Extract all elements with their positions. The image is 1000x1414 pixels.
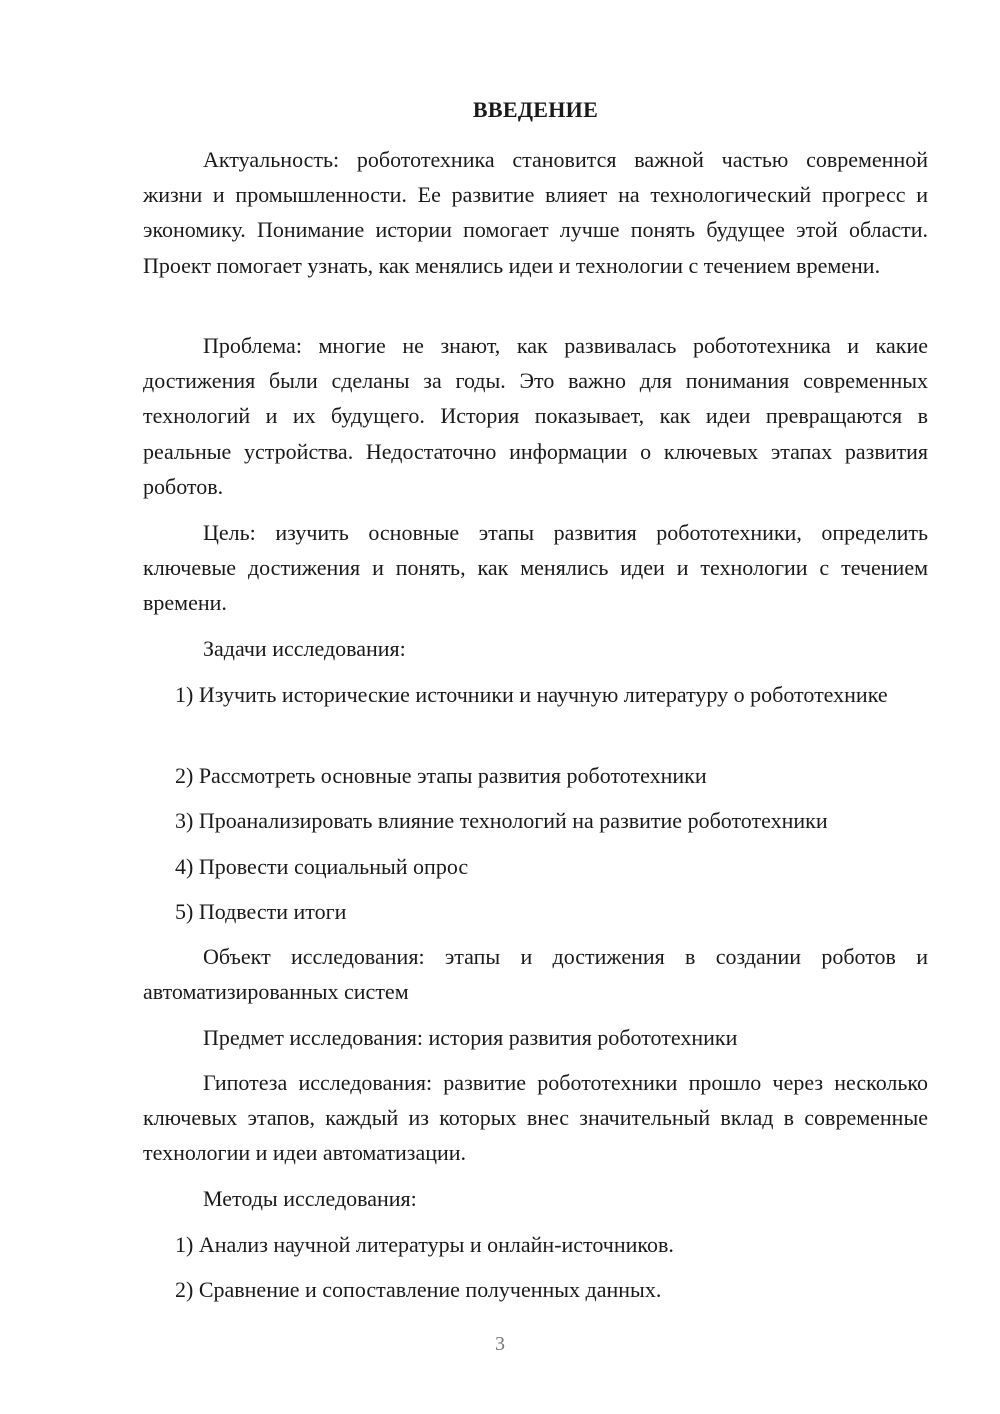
methods-heading-block <box>143 1181 928 1216</box>
task-4-block <box>143 849 928 884</box>
task-item: 2) Рассмотреть основные этапы развития робототехники <box>175 763 707 788</box>
actuality-paragraph: Актуальность: робототехника становится важной частью современной жизни и промышленности. Ее развитие влияет на технологический прогресс и экономику. Понимание истории помогает лучше понять будущее этой области. Проект помогает узнать, как менялись идеи и технологии с течением времени. <box>143 147 928 278</box>
tasks-heading-block <box>143 631 928 666</box>
task-item: 5) Подвести итоги <box>175 899 347 924</box>
method-1-block <box>143 1227 928 1262</box>
methods-heading: Методы исследования: <box>203 1186 417 1211</box>
page-number: 3 <box>495 1333 505 1355</box>
tasks-heading: Задачи исследования: <box>203 636 406 661</box>
problem-paragraph: Проблема: многие не знают, как развивалась робототехника и какие достижения были сделаны за годы. Это важно для понимания современных технологий и их будущего. История показывает, как идеи превращаются в реальные устройства. Недостаточно информации о ключевых этапах развития роботов. <box>143 333 928 499</box>
task-2-block <box>143 758 928 793</box>
subject-paragraph: Предмет исследования: история развития робототехники <box>203 1025 738 1050</box>
task-3-block <box>143 803 928 838</box>
task-1-block <box>143 677 928 712</box>
method-item: 1) Анализ научной литературы и онлайн-источников. <box>175 1232 674 1257</box>
hypothesis-block <box>143 1065 928 1171</box>
section-title: ВВЕДЕНИЕ <box>472 97 599 122</box>
method-2-block <box>143 1272 928 1307</box>
method-item: 2) Сравнение и сопоставление полученных данных. <box>175 1277 662 1302</box>
problem-block <box>143 328 928 504</box>
task-5-block <box>143 894 928 929</box>
subject-block <box>143 1020 928 1055</box>
object-block <box>143 939 928 1009</box>
goal-block <box>143 515 928 621</box>
hypothesis-paragraph: Гипотеза исследования: развитие робототехники прошло через несколько ключевых этапов, каждый из которых внес значительный вклад в современные технологии и идеи автоматизации. <box>143 1070 928 1166</box>
task-item: 4) Провести социальный опрос <box>175 854 469 879</box>
task-item: 3) Проанализировать влияние технологий на развитие робототехники <box>175 808 828 833</box>
goal-paragraph: Цель: изучить основные этапы развития робототехники, определить ключевые достижения и понять, как менялись идеи и технологии с течением времени. <box>143 520 928 616</box>
task-item: 1) Изучить исторические источники и научную литературу о робототехнике <box>175 682 888 707</box>
object-paragraph: Объект исследования: этапы и достижения в создании роботов и автоматизированных систем <box>143 944 928 1005</box>
actuality-block <box>143 142 928 283</box>
